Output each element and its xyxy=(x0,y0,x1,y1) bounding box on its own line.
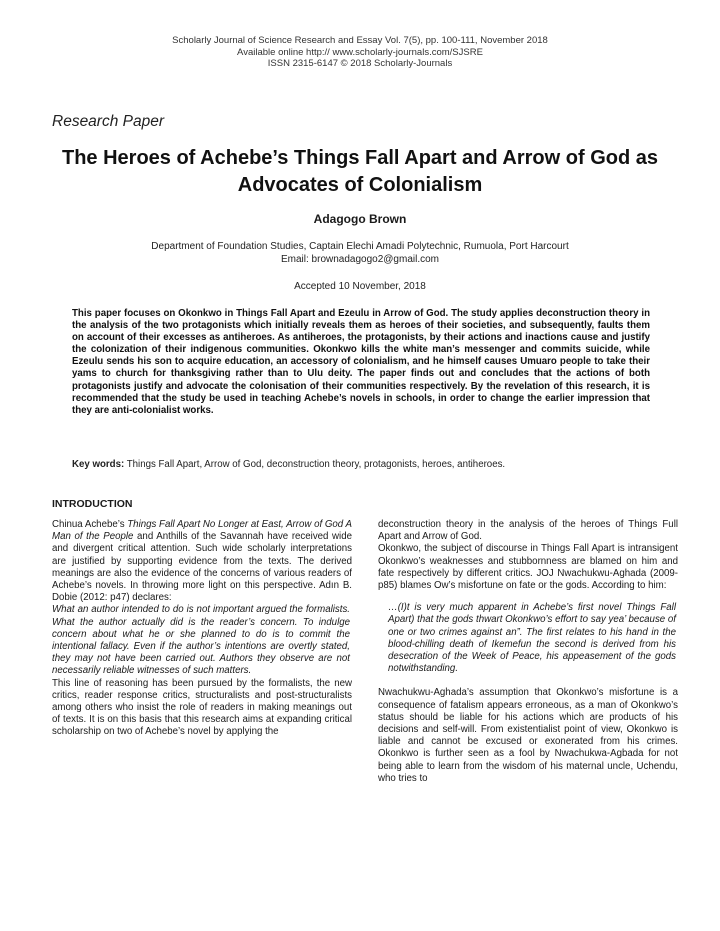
affiliation-block xyxy=(0,240,720,266)
keywords-text: Things Fall Apart, Arrow of God, deconstruction theory, protagonists, heroes, antiheroes. xyxy=(126,459,506,470)
block-quote-dobie: What an author intended to do is not important argued the formalists. What the author actually did is the reader’s concern. To indulge concern about what he or she planned to do is to commit the intentional fallacy. Even if the author’s intentions are overtly stated, they may not have been carried out. Authors they observe are not necessarily reliable witnesses of such matters. xyxy=(52,604,350,677)
journal-url: Available online http:// www.scholarly-journals.com/SJSRE xyxy=(237,46,483,58)
italic-titles: Things Fall Apart No Longer at East, Arrow of God A Man of the People xyxy=(52,519,352,543)
journal-issn: ISSN 2315-6147 © 2018 Scholarly-Journals xyxy=(267,58,453,69)
intro-paragraph-2: This line of reasoning has been pursued by the formalists, the new critics, reader response critics, structuralists and post-structuralists among others who insist the role of readers in making meanings out of texts. It is on this basis that this research aims at expanding critical scholarship on two of Achebe’s novel by applying the xyxy=(52,677,352,738)
accepted-date: Accepted 10 November, 2018 xyxy=(294,281,426,292)
keywords-label: Key words: xyxy=(72,459,125,470)
right-paragraph-1: deconstruction theory in the analysis of the heroes of Things Full Apart and Arrow of God. xyxy=(378,519,678,543)
right-paragraph-2: Okonkwo, the subject of discourse in Things Fall Apart is intransigent Okonkwo’s weaknesses and stubbornness are blamed on him and fate respectively by different critics. JOJ Nwachukwu-Aghada (2009-p85) blames Ow’s misfortune on fate or the gods. According to him: xyxy=(378,543,678,592)
journal-citation: Scholarly Journal of Science Research and Essay Vol. 7(5), pp. 100-111, November 2018 xyxy=(172,35,548,46)
author-name: Adagogo Brown xyxy=(313,212,407,226)
keywords xyxy=(72,459,650,471)
paper-title: The Heroes of Achebe’s Things Fall Apart and Arrow of God as Advocates of Colonialism xyxy=(61,147,658,196)
paper-type-label: Research Paper xyxy=(52,113,165,130)
section-heading: INTRODUCTION xyxy=(52,498,133,510)
left-column xyxy=(52,519,352,739)
affiliation: Department of Foundation Studies, Captain Elechi Amadi Polytechnic, Rumuola, Port Harcourt xyxy=(151,241,569,252)
text-run: Chinua Achebe’s xyxy=(52,519,128,530)
journal-header xyxy=(0,35,720,70)
abstract: This paper focuses on Okonkwo in Things Fall Apart and Ezeulu in Arrow of God. The study applies deconstruction theory in the analysis of the two protagonists which initially reveals them as heroes of their societies, and subsequently, faults them on account of their excesses as antiheroes. As antiheroes, the protagonists, by their actions and inactions cause and justify the colonization of their indigenous communities. Okonkwo kills the white man’s messenger and commits suicide, while Ezeulu sends his son to acquire education, an accessory of colonialism, and he himself causes Umuaro people to take their yams to church for thanksgiving rather than to Ulu deity. The paper finds out and concludes that the actions of both protagonists justify and advocate the colonisation of their communities respectively. By the revelation of this research, it is recommended that the study be used in teaching Achebe’s novels in schools, in order to change the earlier impression that they are anti-colonialist works. xyxy=(72,308,650,416)
block-quote-nwachukwu: …(I)t is very much apparent in Achebe’s first novel Things Fall Apart) that the gods thwart Okonkwo’s effort to say yea’ because of one or two crimes against an”. The first relates to his hand in the blood-chilling death of Ikemefun the second is derived from his desecration of the Week of Peace, his appeasement of the gods notwithstanding. xyxy=(388,602,676,675)
intro-paragraph-1 xyxy=(52,519,352,604)
author-email: Email: brownadagogo2@gmail.com xyxy=(280,254,439,265)
right-column xyxy=(378,519,678,785)
text-run: and Anthills of the Savannah have received wide and divergent critical attention. Such wide scholarly interpretations are justified by supporting evidence from the texts. The derived meanings are also the evidence of the concerns of various readers of Achebe’s novels. In throwing more light on this perspective. Adın B. Dobie (2012: p47) declares: xyxy=(52,531,352,604)
right-paragraph-3: Nwachukwu-Aghada’s assumption that Okonkwo’s misfortune is a consequence of fatalism appears erroneous, as a man of Okonkwo’s status should be liable for his actions which are products of his decisions and self-will. From existentialist point of view, Okonkwo is liable and cannot be excused or exonerated from his crimes. Okonkwo is further seen as a fool by Nwachukwa-Agbada for not being able to learn from the wisdom of his maternal uncle, Uchendu, who tries to xyxy=(378,687,678,784)
